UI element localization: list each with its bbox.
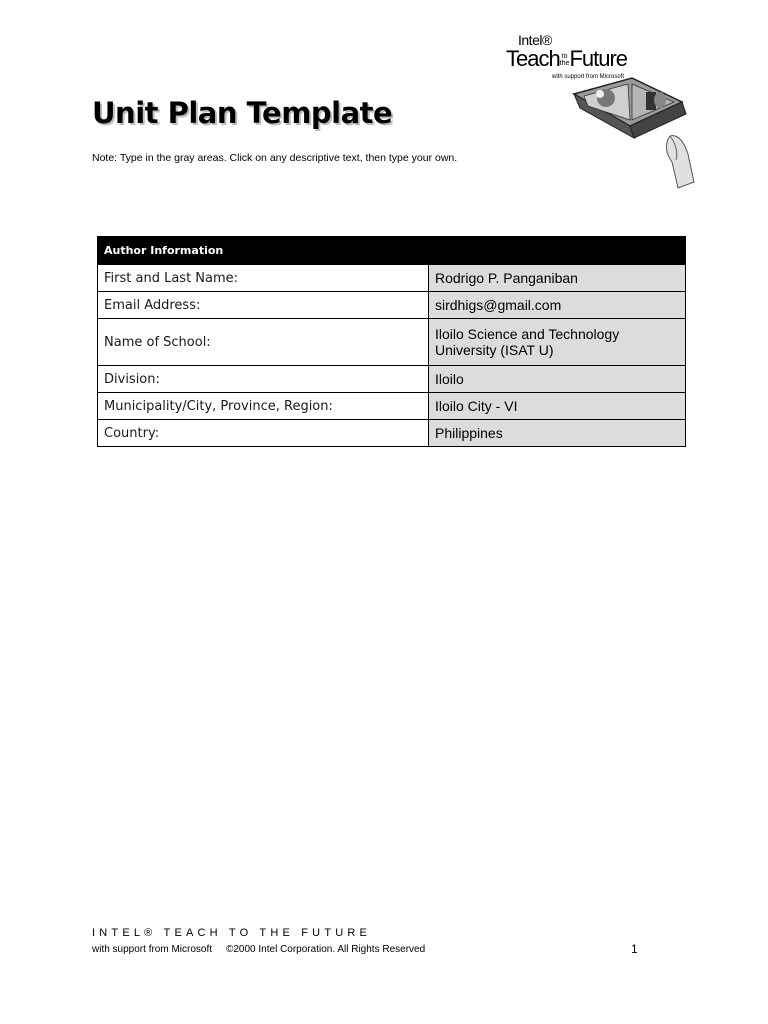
logo-intel-text: Intel® <box>518 32 552 48</box>
footer-copyright: ©2000 Intel Corporation. All Rights Reserved <box>226 944 426 955</box>
table-row <box>98 393 686 420</box>
table-row <box>98 292 686 319</box>
page-title: Unit Plan Template <box>92 96 393 130</box>
table-row <box>98 420 686 447</box>
table-heading: Author Information <box>98 237 686 265</box>
school-name-field[interactable]: Iloilo Science and Technology University (ISAT U) <box>429 319 686 366</box>
logo-support-text: with support from Microsoft <box>552 74 625 80</box>
country-field[interactable]: Philippines <box>429 420 686 447</box>
logo-future: Future <box>569 46 628 71</box>
field-label[interactable]: Country: <box>98 420 429 447</box>
book-hand-illustration-icon <box>570 64 710 194</box>
field-label[interactable]: Name of School: <box>98 319 429 366</box>
instruction-note: Note: Type in the gray areas. Click on any descriptive text, then type your own. <box>92 152 458 164</box>
first-last-name-field[interactable]: Rodrigo P. Panganiban <box>429 265 686 292</box>
division-field[interactable]: Iloilo <box>429 366 686 393</box>
page-number: 1 <box>631 942 638 956</box>
footer-brand: INTEL® TEACH TO THE FUTURE <box>92 927 372 939</box>
table-row <box>98 265 686 292</box>
table-header-row <box>98 237 686 265</box>
table-row <box>98 366 686 393</box>
email-address-field[interactable]: sirdhigs@gmail.com <box>429 292 686 319</box>
table-row <box>98 319 686 366</box>
municipality-region-field[interactable]: Iloilo City - VI <box>429 393 686 420</box>
logo-to-the: to the <box>559 53 570 68</box>
footer-support: with support from Microsoft <box>92 944 213 955</box>
author-information-table <box>97 236 686 447</box>
field-label[interactable]: Municipality/City, Province, Region: <box>98 393 429 420</box>
intel-teach-logo <box>500 24 720 194</box>
field-label[interactable]: First and Last Name: <box>98 265 429 292</box>
logo-teach: Teach <box>506 46 560 71</box>
field-label[interactable]: Email Address: <box>98 292 429 319</box>
field-label[interactable]: Division: <box>98 366 429 393</box>
